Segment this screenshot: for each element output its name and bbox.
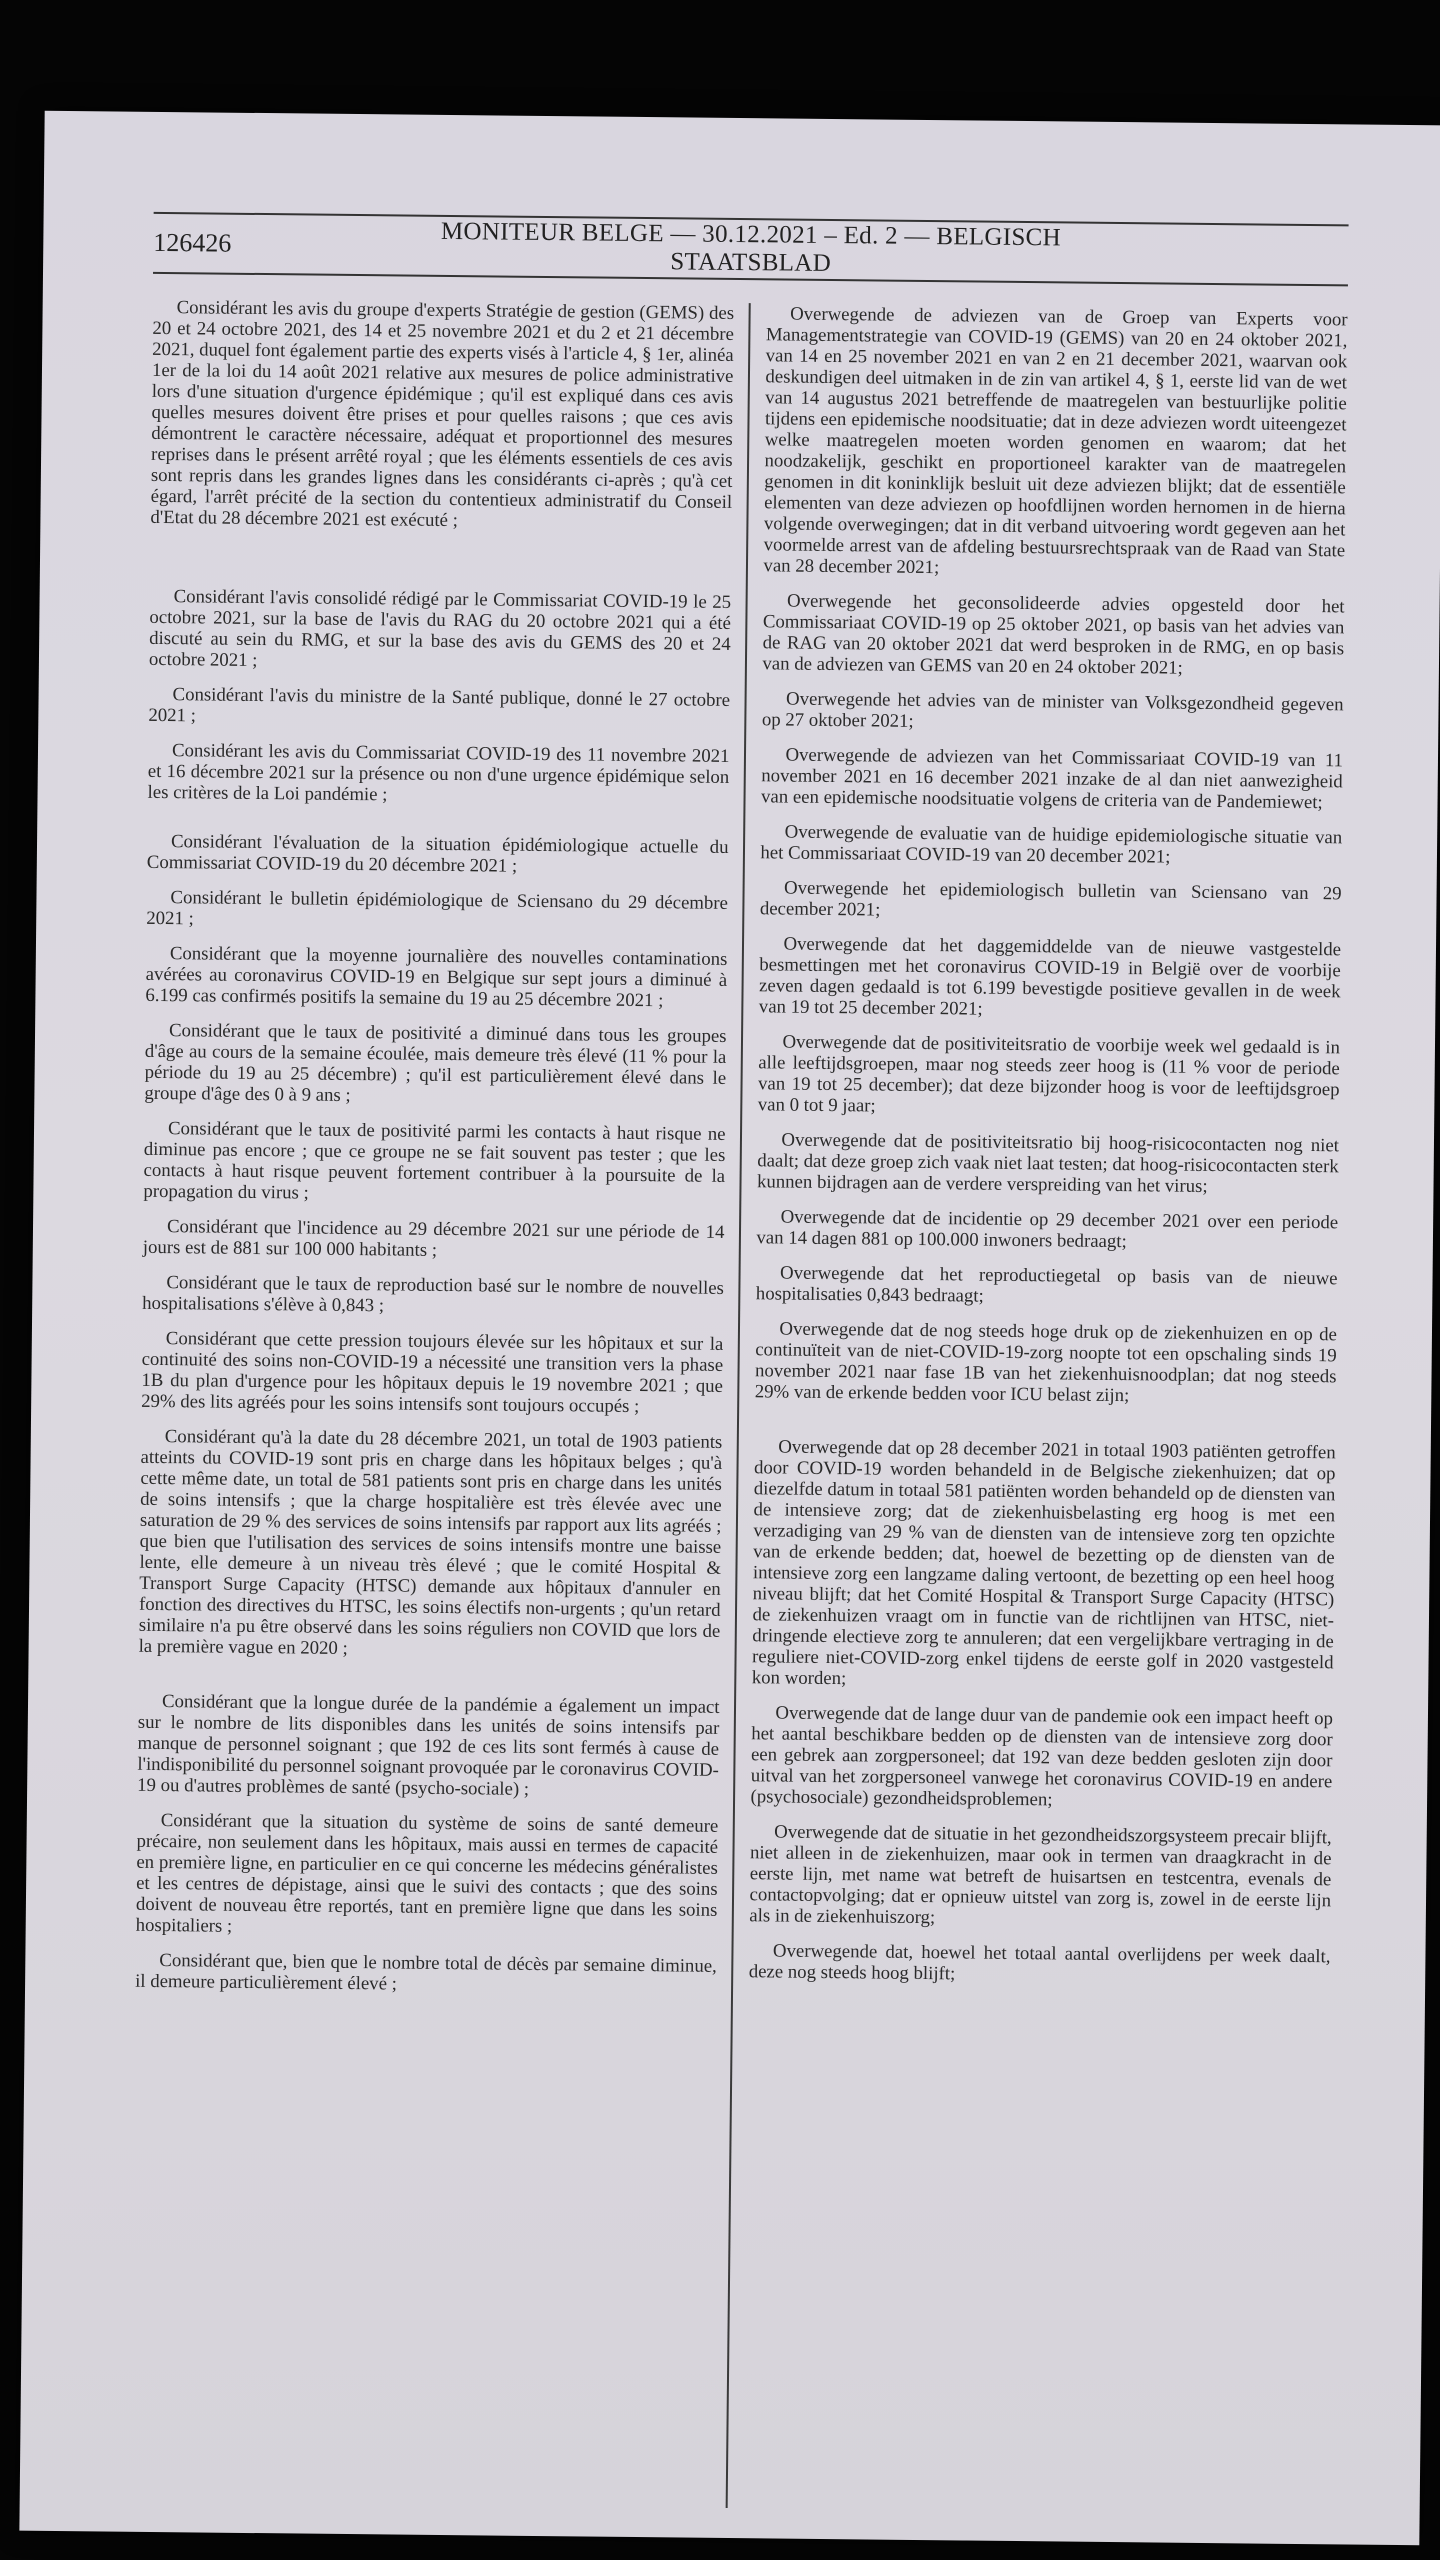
fr-paragraph: Considérant que le taux de positivité a diminué dans tous les groupes d'âge au cours de la semaine écoulée, mais demeure très élevé (11 % pour la période du 19 au 25 décembre) ; qu'il est particulièrement élevé dans le groupe d'âge des 0 à 9 ans ; — [144, 1020, 727, 1106]
fr-paragraph: Considérant que, bien que le nombre total de décès par semaine diminue, il demeure particulièrement élevé ; — [135, 1950, 717, 1995]
nl-paragraph: Overwegende dat het daggemiddelde van de nieuwe vastgestelde besmettingen met het coronavirus COVID-19 in België over de voorbije zeven dagen gedaald is tot 6.199 bevestigde positieve gevallen in de week van 19 tot 25 december 2021; — [758, 933, 1342, 1020]
french-column — [130, 297, 749, 2508]
page-header — [153, 212, 1349, 287]
fr-paragraph: Considérant que cette pression toujours élevée sur les hôpitaux et sur la continuité des soins non-COVID-19 a nécessité une transition vers la phase 1B du plan d'urgence pour les hôpitaux depuis le 19 novembre 2021 ; que 29% des lits agréés pour les soins intensifs sont toujours occupés ; — [141, 1328, 724, 1418]
nl-paragraph: Overwegende het epidemiologisch bulletin van Sciensano van 29 december 2021; — [759, 877, 1342, 921]
fr-paragraph: Considérant qu'à la date du 28 décembre 2021, un total de 1903 patients atteints du COVID-19 sont pris en charge dans les hôpitaux belges ; qu'à cette même date, un total de 581 patients sont pris en charge dans les unités de soins intensifs ; que la charge hospitalière est très élevée avec une saturation de 29 % des services de soins intensifs par rapport aux lits agréés ; que bien que l'utilisation des services de soins intensifs montre une baisse lente, elle demeure à un niveau très élevé ; que le comité Hospital & Transport Surge Capacity (HTSC) demande aux hôpitaux d'annuler en fonction des directives du HTSC, les soins électifs non-urgents ; qu'un retard similaire n'a pu être observé dans les soins réguliers non COVID que lors de la première vague en 2020 ; — [138, 1426, 723, 1659]
journal-title: MONITEUR BELGE — 30.12.2021 – Ed. 2 — BELGISCH STAATSBLAD — [440, 217, 1062, 277]
fr-paragraph: Considérant que la situation du système de soins de santé demeure précaire, non seulement dans les hôpitaux, mais aussi en termes de capacité en première ligne, en particulier en ce qui concerne les médecins généralistes et les centres de dépistage, ainsi que le suivi des contacts ; que des soins doivent de nouveau être reportés, tant en première ligne que dans les soins hospitaliers ; — [135, 1810, 719, 1937]
nl-paragraph: Overwegende het advies van de minister van Volksgezondheid gegeven op 27 oktober 2021; — [761, 688, 1344, 732]
fr-paragraph: Considérant le bulletin épidémiologique de Sciensano du 29 décembre 2021 ; — [146, 887, 729, 930]
page-number: 126426 — [153, 227, 232, 258]
fr-paragraph: Considérant que la longue durée de la pandémie a également un impact sur le nombre de lits disponibles dans les unités de soins intensifs par manque de personnel soignant ; que 192 de ces lits sont fermés à cause de l'indisponibilité du personnel soignant provoquée par le coronavirus COVID-19 ou d'autres problèmes de santé (psycho-sociale) ; — [137, 1691, 720, 1800]
fr-paragraph: Considérant les avis du groupe d'experts Stratégie de gestion (GEMS) des 20 et 24 octobre 2021, des 14 et 25 novembre 2021 et du 2 et 21 décembre 2021, duquel font également partie des experts visés à l'article 4, § 1er, alinéa 1er de la loi du 14 août 2021 relative aux mesures de police administrative lors d'une situation d'urgence épidémique ; qu'il est expliqué dans ces avis quelles mesures doivent être prises et pour quelles raisons ; que ces avis démontrent le caractère nécessaire, adéquat et proportionnel des mesures reprises dans le présent arrêté royal ; que les éléments essentiels de ces avis sont repris dans les grandes lignes dans les considérants ci-après ; qu'à cet égard, l'arrêt précité de la section du contentieux administratif du Conseil d'Etat du 28 décembre 2021 est exécuté ; — [150, 297, 735, 532]
nl-paragraph: Overwegende dat de incidentie op 29 december 2021 over een periode van 14 dagen 881 op 100.000 inwoners bedraagt; — [756, 1206, 1339, 1253]
nl-paragraph: Overwegende het geconsolideerde advies opgesteld door het Commissariaat COVID-19 op 25 oktober 2021, op basis van het advies van de RAG van 20 oktober 2021 dat werd besproken in de RMG, en op basis van de adviezen van GEMS van 20 en 24 oktober 2021; — [762, 590, 1345, 679]
nl-paragraph: Overwegende dat de positiviteitsratio de voorbije week wel gedaald is in alle leeftijdsgroepen, maar nog steeds zeer hoog is (11 % voor de periode van 19 tot 25 december); dat deze bijzonder hoog is voor de leeftijdsgroep van 0 tot 9 jaar; — [757, 1031, 1341, 1117]
fr-paragraph: Considérant l'avis consolidé rédigé par le Commissariat COVID-19 le 25 octobre 2021, sur la base de l'avis du RAG du 20 octobre 2021 qui a été discuté au sein du RMG, et sur la base des avis du GEMS des 20 et 24 octobre 2021 ; — [148, 586, 732, 671]
fr-paragraph: Considérant les avis du Commissariat COVID-19 des 11 novembre 2021 et 16 décembre 2021 sur la présence ou non d'une urgence épidémique selon les critères de la Loi pandémie ; — [147, 740, 730, 806]
nl-paragraph: Overwegende dat de situatie in het gezondheidszorgsysteem precair blijft, niet alleen in de ziekenhuizen, maar ook in termen van draagkracht in de eerste lijn, met name wat betreft de huisartsen en testcentra, evenals de contactopvolging; dat er opnieuw uitstel van zorg is, zowel in de eerste lijn als in de ziekenhuiszorg; — [749, 1821, 1332, 1929]
fr-paragraph: Considérant l'évaluation de la situation épidémiologique actuelle du Commissariat COVID-19 du 20 décembre 2021 ; — [146, 831, 729, 877]
nl-paragraph: Overwegende dat het reproductiegetal op basis van de nieuwe hospitalisaties 0,843 bedraagt; — [755, 1262, 1338, 1307]
page-sheet — [19, 111, 1440, 2546]
nl-paragraph: Overwegende dat de nog steeds hoge druk op de ziekenhuizen en op de continuïteit van de niet-COVID-19-zorg noopte tot een opschaling sinds 19 november 2021 naar fase 1B van het ziekenhuisnoodplan; dat nog steeds 29% van de erkende bedden voor ICU belast zijn; — [754, 1318, 1338, 1407]
fr-paragraph: Considérant que le taux de reproduction basé sur le nombre de nouvelles hospitalisations s'élève à 0,843 ; — [142, 1272, 725, 1317]
fr-paragraph: Considérant que l'incidence au 29 décembre 2021 sur une période de 14 jours est de 881 sur 100 000 habitants ; — [142, 1216, 725, 1261]
nl-paragraph: Overwegende de evaluatie van de huidige epidemiologische situatie van het Commissariaat COVID-19 van 20 december 2021; — [760, 821, 1343, 868]
fr-paragraph: Considérant l'avis du ministre de la Santé publique, donné le 27 octobre 2021 ; — [148, 684, 731, 727]
fr-paragraph: Considérant que la moyenne journalière des nouvelles contaminations avérées au coronavirus COVID-19 en Belgique sur sept jours a diminué à 6.199 cas confirmés positifs la semaine du 19 au 25 décembre 2021 ; — [145, 943, 728, 1012]
two-column-body — [130, 297, 1348, 2514]
nl-paragraph: Overwegende dat de positiviteitsratio bij hoog-risicocontacten nog niet daalt; dat deze groep zich vaak niet laat testen; dat hoog-risicocontacten sterk kunnen bijdragen aan de verdere verspreiding van het virus; — [756, 1129, 1340, 1197]
nl-paragraph: Overwegende de adviezen van de Groep van Experts voor Managementstrategie van COVID-19 (GEMS) van 20 en 24 oktober 2021, van 14 en 25 november 2021 en van 2 en 21 december 2021, waarvan ook deskundigen deel uitmaken in de zin van artikel 4, § 1, eerste lid van de wet van 14 augustus 2021 betreffende de maatregelen van bestuurlijke politie tijdens een epidemische noodsituatie; dat in deze adviezen wordt uiteengezet welke maatregelen moeten worden genomen en waarom; dat het noodzakelijk, geschikt en proportioneel karakter van de maatregelen genomen in dit koninklijk besluit uit deze adviezen blijkt; dat de essentiële elementen van deze adviezen op hoofdlijnen worden hernomen in de hierna volgende overwegingen; dat in dit verband uitvoering wordt gegeven aan het voormelde arrest van de afdeling bestuursrechtspraak van de Raad van State van 28 december 2021; — [763, 303, 1348, 579]
nl-paragraph: Overwegende dat, hoewel het totaal aantal overlijdens per week daalt, deze nog steeds hoog blijft; — [748, 1940, 1331, 1985]
dutch-column — [725, 303, 1348, 2514]
fr-paragraph: Considérant que le taux de positivité parmi les contacts à haut risque ne diminue pas encore ; que ce groupe ne se fait souvent pas tester ; que les contacts à haut risque peuvent fortement contribuer à la poursuite de la propagation du virus ; — [143, 1118, 726, 1204]
nl-paragraph: Overwegende dat op 28 december 2021 in totaal 1903 patiënten getroffen door COVID-19 worden behandeld in de Belgische ziekenhuizen; dat op diezelfde datum in totaal 581 patiënten worden behandeld op de diensten van de intensieve zorg; dat de ziekenhuisbelasting erg hoog is met een verzadiging van 29 % van de diensten van de intensieve zorg ten opzichte van de erkende bedden; dat, hoewel de bezetting op de diensten van de intensieve zorg een langzame daling vertoont, de bezetting op een heel hoog niveau blijft; dat het Comité Hospital & Transport Surge Capacity (HTSC) de ziekenhuizen vraagt om in functie van de richtlijnen van HTSC, niet-dringende electieve zorg te annuleren; dat een vergelijkbare vertraging in de reguliere niet-COVID-zorg enkel tijdens de eerste golf in 2020 vastgesteld kon worden; — [751, 1436, 1336, 1690]
nl-paragraph: Overwegende dat de lange duur van de pandemie ook een impact heeft op het aantal beschikbare bedden op de diensten van de intensieve zorg door een gebrek aan zorgpersoneel; dat 192 van deze bedden gesloten zijn door uitval van het zorgpersoneel vanwege het coronavirus COVID-19 en andere (psychosociale) gezondheidsproblemen; — [750, 1702, 1334, 1811]
nl-paragraph: Overwegende de adviezen van het Commissariaat COVID-19 van 11 november 2021 en 16 december 2021 inzake de al dan niet aanwezigheid van een epidemische noodsituatie volgens de criteria van de Pandemiewet; — [760, 744, 1344, 814]
